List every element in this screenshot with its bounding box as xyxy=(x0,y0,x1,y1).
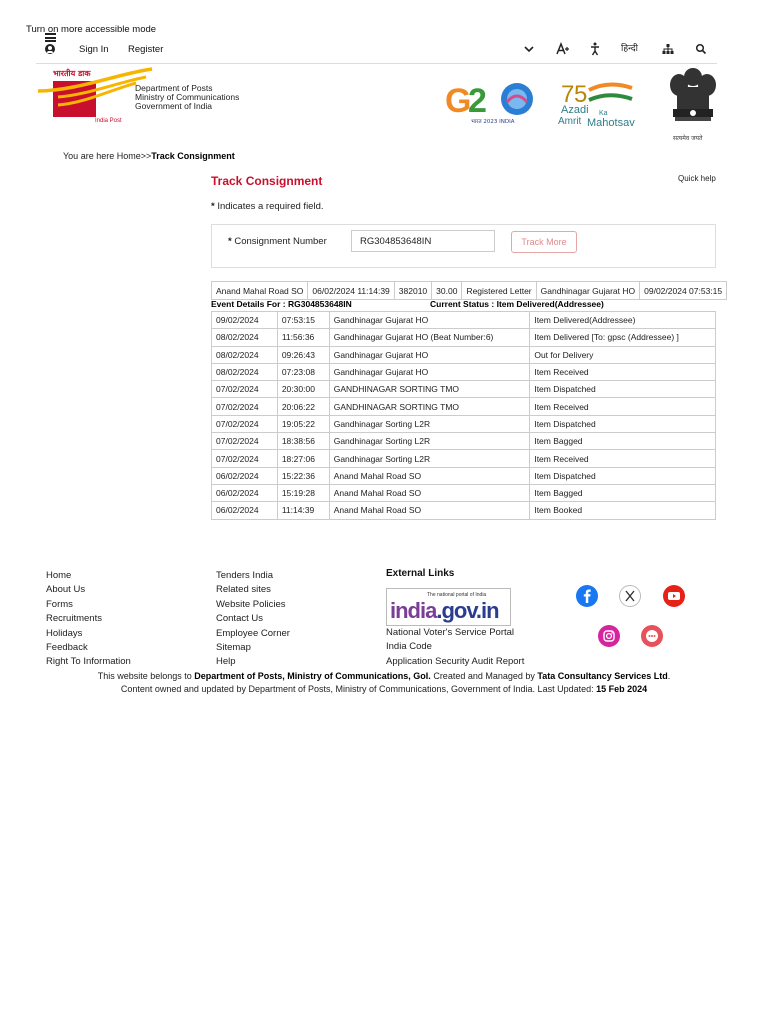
event-date: 06/02/2024 xyxy=(212,502,278,519)
footer-link-rti[interactable]: Right To Information xyxy=(46,656,131,668)
department-name: Department of Posts Ministry of Communications Government of India xyxy=(135,83,240,111)
table-row xyxy=(212,329,716,346)
quick-help-link[interactable]: Quick help xyxy=(678,174,716,183)
tariff: 30.00 xyxy=(432,282,462,300)
g20-logo xyxy=(445,78,540,128)
track-more-button[interactable]: Track More xyxy=(511,231,577,253)
logo-caption: India Post xyxy=(95,118,122,124)
event-description: Item Bagged xyxy=(530,433,716,450)
event-description: Item Received xyxy=(530,450,716,467)
track-form xyxy=(211,224,716,268)
top-bar xyxy=(36,40,717,64)
consignment-number-input[interactable] xyxy=(351,230,495,252)
accessibility-icon[interactable] xyxy=(589,42,601,61)
event-time: 18:27:06 xyxy=(277,450,329,467)
footer-ownership-line: This website belongs to Department of Posts, Ministry of Communications, GoI. Created and Managed by Tata Consultancy Services Ltd. xyxy=(97,671,671,681)
table-row xyxy=(212,415,716,432)
footer-link-tenders[interactable]: Tenders India xyxy=(216,570,274,581)
external-link-voter-portal[interactable]: National Voter's Service Portal xyxy=(386,627,515,638)
booking-office: Anand Mahal Road SO xyxy=(212,282,308,300)
external-link-india-code[interactable]: India Code xyxy=(386,641,432,653)
footer-owner: Department of Posts, Ministry of Communications, GoI. xyxy=(194,671,431,681)
mahotsav-word: Mahotsav xyxy=(587,117,635,129)
event-time: 11:56:36 xyxy=(277,329,329,346)
footer-link-feedback[interactable]: Feedback xyxy=(46,642,88,654)
table-row xyxy=(212,312,716,329)
table-row xyxy=(212,398,716,415)
breadcrumb-home-link[interactable]: Home>> xyxy=(116,151,152,161)
event-office: Gandhinagar Gujarat HO (Beat Number:6) xyxy=(329,329,530,346)
amrit-word: Amrit xyxy=(558,116,582,127)
igov-wordmark: india.gov.in xyxy=(390,598,499,623)
breadcrumb-current: Track Consignment xyxy=(151,151,235,161)
event-date: 06/02/2024 xyxy=(212,467,278,484)
azadi-ka-amrit-mahotsav-logo xyxy=(557,78,652,130)
external-link-security-audit[interactable]: Application Security Audit Report xyxy=(386,655,525,667)
event-office: GANDHINAGAR SORTING TMO xyxy=(329,381,530,398)
footer-manager: Tata Consultancy Services Ltd xyxy=(537,671,668,681)
event-office: Anand Mahal Road SO xyxy=(329,467,530,484)
table-row xyxy=(212,502,716,519)
footer-link-website-policies[interactable]: Website Policies xyxy=(216,598,286,610)
event-office: GANDHINAGAR SORTING TMO xyxy=(329,398,530,415)
footer-link-help[interactable]: Help xyxy=(216,656,236,668)
table-row xyxy=(212,433,716,450)
required-star: * xyxy=(211,201,215,212)
g20-year: भारत 2023 INDIA xyxy=(471,119,515,125)
destination-pincode: 382010 xyxy=(394,282,431,300)
event-time: 07:53:15 xyxy=(277,312,329,329)
consignment-label-text: Consignment Number xyxy=(234,236,327,247)
chat-icon[interactable] xyxy=(641,625,663,647)
event-time: 07:23:08 xyxy=(277,363,329,380)
consignment-label xyxy=(228,236,327,247)
svg-text:5: 5 xyxy=(574,81,588,108)
event-description: Item Received xyxy=(530,398,716,415)
accessible-mode-link[interactable]: Turn on more accessible mode xyxy=(26,24,157,35)
event-office: Gandhinagar Sorting L2R xyxy=(329,415,530,432)
chevron-down-icon[interactable] xyxy=(524,42,534,61)
footer-links-col2 xyxy=(216,569,290,670)
consignment-summary xyxy=(211,281,727,300)
facebook-icon[interactable] xyxy=(576,585,598,607)
event-date: 06/02/2024 xyxy=(212,484,278,501)
event-time: 11:14:39 xyxy=(277,502,329,519)
footer-link-about-us[interactable]: About Us xyxy=(46,584,86,596)
event-time: 09:26:43 xyxy=(277,346,329,363)
summary-row xyxy=(212,282,727,300)
footer-link-contact-us[interactable]: Contact Us xyxy=(216,613,263,625)
logo-hindi-text: भारतीय डाक xyxy=(53,69,91,78)
footer-link-forms[interactable]: Forms xyxy=(46,598,73,610)
sitemap-icon[interactable] xyxy=(662,42,674,61)
events-table xyxy=(211,311,716,520)
event-description: Item Delivered(Addressee) xyxy=(530,312,716,329)
footer-link-related-sites[interactable]: Related sites xyxy=(216,584,271,596)
event-description: Item Delivered [To: gpsc (Addressee) ] xyxy=(530,329,716,346)
event-description: Item Received xyxy=(530,363,716,380)
x-twitter-icon[interactable] xyxy=(619,585,641,607)
event-description: Item Dispatched xyxy=(530,467,716,484)
delivery-office: Gandhinagar Gujarat HO xyxy=(536,282,640,300)
event-office: Gandhinagar Sorting L2R xyxy=(329,433,530,450)
event-time: 19:05:22 xyxy=(277,415,329,432)
ka-word: Ka xyxy=(599,110,608,117)
search-icon[interactable] xyxy=(695,42,707,61)
svg-text:7: 7 xyxy=(561,81,575,108)
event-description: Item Dispatched xyxy=(530,415,716,432)
azadi-word: Azadi xyxy=(561,104,589,116)
event-time: 15:19:28 xyxy=(277,484,329,501)
footer-link-sitemap[interactable]: Sitemap xyxy=(216,642,251,654)
event-date: 08/02/2024 xyxy=(212,346,278,363)
event-date: 09/02/2024 xyxy=(212,312,278,329)
event-date: 07/02/2024 xyxy=(212,433,278,450)
svg-text:G: G xyxy=(445,82,472,120)
india-gov-in-logo[interactable] xyxy=(386,588,511,626)
instagram-icon[interactable] xyxy=(598,625,620,647)
text-size-icon[interactable] xyxy=(556,42,570,61)
event-time: 18:38:56 xyxy=(277,433,329,450)
event-office: Gandhinagar Gujarat HO xyxy=(329,346,530,363)
footer-content-line: Content owned and updated by Department of Posts, Ministry of Communications, Government of India. Last Updated: 15 Feb 2024 xyxy=(120,684,648,694)
breadcrumb-prefix: You are here xyxy=(63,151,117,161)
event-description: Item Booked xyxy=(530,502,716,519)
required-note-text: Indicates a required field. xyxy=(217,201,324,212)
event-description: Out for Delivery xyxy=(530,346,716,363)
footer-link-employee-corner[interactable]: Employee Corner xyxy=(216,627,290,639)
sign-in-link[interactable]: Sign In xyxy=(79,44,109,55)
page-title: Track Consignment xyxy=(211,174,323,188)
national-emblem xyxy=(667,65,719,145)
event-details-label: Event Details For : RG304853648IN xyxy=(211,299,352,309)
event-date: 07/02/2024 xyxy=(212,381,278,398)
footer-links-col1 xyxy=(46,569,131,670)
table-row xyxy=(212,467,716,484)
current-status-label: Current Status : Item Delivered(Addressee) xyxy=(430,299,604,309)
footer-link-home[interactable]: Home xyxy=(46,570,72,581)
table-row xyxy=(212,484,716,501)
igov-tagline: The national portal of India xyxy=(427,592,487,598)
emblem-caption: सत्यमेव जयते xyxy=(673,135,703,142)
article-type: Registered Letter xyxy=(462,282,536,300)
event-office: Gandhinagar Gujarat HO xyxy=(329,363,530,380)
table-row xyxy=(212,363,716,380)
external-links-heading: External Links xyxy=(386,568,455,579)
event-time: 20:30:00 xyxy=(277,381,329,398)
required-note xyxy=(211,201,324,212)
breadcrumb xyxy=(63,151,235,161)
consignment-required-star: * xyxy=(228,236,232,247)
event-time: 15:22:36 xyxy=(277,467,329,484)
event-date: 08/02/2024 xyxy=(212,329,278,346)
footer-link-holidays[interactable]: Holidays xyxy=(46,627,83,639)
table-row xyxy=(212,381,716,398)
event-office: Anand Mahal Road SO xyxy=(329,502,530,519)
external-links-list xyxy=(386,626,524,669)
booking-datetime: 06/02/2024 11:14:39 xyxy=(308,282,394,300)
event-description: Item Dispatched xyxy=(530,381,716,398)
delivery-datetime: 09/02/2024 07:53:15 xyxy=(640,282,727,300)
user-icon xyxy=(45,44,55,54)
event-office: Gandhinagar Sorting L2R xyxy=(329,450,530,467)
event-date: 08/02/2024 xyxy=(212,363,278,380)
event-description: Item Bagged xyxy=(530,484,716,501)
footer-link-recruitments[interactable]: Recruitments xyxy=(46,613,102,625)
youtube-icon[interactable] xyxy=(663,585,685,607)
table-row xyxy=(212,450,716,467)
event-date: 07/02/2024 xyxy=(212,415,278,432)
event-date: 07/02/2024 xyxy=(212,398,278,415)
table-row xyxy=(212,346,716,363)
last-updated-date: 15 Feb 2024 xyxy=(596,684,648,694)
svg-text:2: 2 xyxy=(468,82,487,120)
event-date: 07/02/2024 xyxy=(212,450,278,467)
register-link[interactable]: Register xyxy=(128,44,164,55)
event-office: Anand Mahal Road SO xyxy=(329,484,530,501)
event-office: Gandhinagar Gujarat HO xyxy=(329,312,530,329)
event-time: 20:06:22 xyxy=(277,398,329,415)
hindi-language-icon[interactable]: हिन्दी xyxy=(621,44,639,54)
